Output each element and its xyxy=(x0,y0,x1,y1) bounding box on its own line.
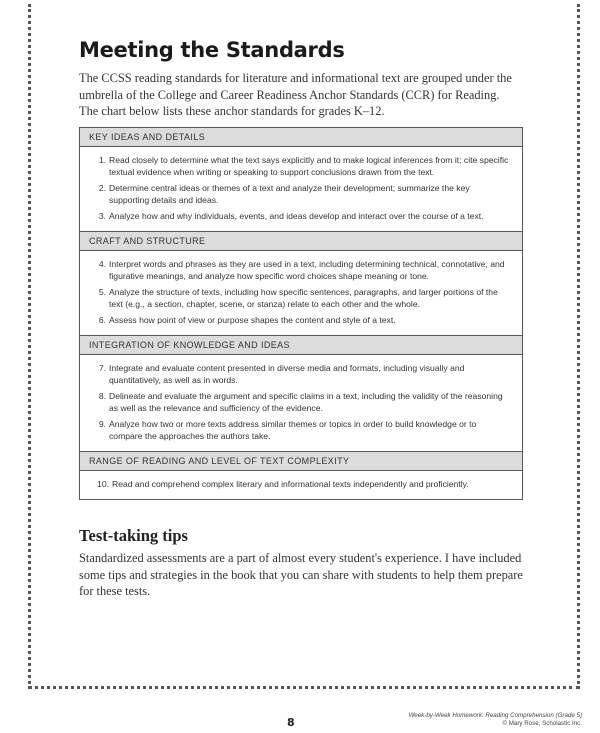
footer-copyright: © Mary Rose, Scholastic Inc. xyxy=(502,720,582,727)
standard-text: Interpret words and phrases as they are used in a text, including determining technical, connotative, and figurative meanings, and analyze how specific word choices shape meaning or tone. xyxy=(109,259,505,281)
standard-item xyxy=(92,362,510,386)
standard-text: Delineate and evaluate the argument and specific claims in a text, including the validity of the reasoning as well as the relevance and sufficiency of the evidence. xyxy=(109,391,503,413)
standard-number: 4. xyxy=(98,259,106,269)
footer-credits xyxy=(409,712,582,728)
standard-item xyxy=(92,154,510,178)
standard-item xyxy=(92,286,510,310)
standard-item xyxy=(92,390,510,414)
standard-number: 10. xyxy=(97,479,109,489)
standard-item xyxy=(92,478,510,490)
standard-number: 2. xyxy=(98,183,106,193)
standard-text: Analyze how and why individuals, events, and ideas develop and interact over the course of a text. xyxy=(109,211,484,221)
standard-item xyxy=(92,210,510,222)
standard-number: 8. xyxy=(98,391,106,401)
section-body-range-of-reading xyxy=(80,471,522,499)
standard-item xyxy=(92,258,510,282)
tips-paragraph: Standardized assessments are a part of almost every student's experience. I have included some tips and strategies in the book that you can share with students to help them prepare for these tests. xyxy=(79,551,523,598)
section-body-key-ideas xyxy=(80,147,522,232)
page-number: 8 xyxy=(287,716,295,729)
standard-text: Read closely to determine what the text says explicitly and to make logical inferences from it; cite specific textual evidence when writing or speaking to support conclusions drawn from the text. xyxy=(109,155,509,177)
section-header-integration: INTEGRATION OF KNOWLEDGE AND IDEAS xyxy=(80,336,522,355)
standard-item xyxy=(92,182,510,206)
standard-item xyxy=(92,418,510,442)
page-title: Meeting the Standards xyxy=(79,38,345,62)
standard-number: 9. xyxy=(98,419,106,429)
standard-number: 3. xyxy=(98,211,106,221)
section-body-craft-structure xyxy=(80,251,522,336)
footer-series-title: Week-by-Week Homework: Reading Comprehension (Grade 5) xyxy=(408,712,582,719)
standard-text: Analyze the structure of texts, including how specific sentences, paragraphs, and larger portions of the text (e.g., a section, chapter, scene, or stanza) relate to each other and the whole. xyxy=(109,287,498,309)
standard-number: 5. xyxy=(98,287,106,297)
standard-number: 6. xyxy=(98,315,106,325)
standard-text: Assess how point of view or purpose shapes the content and style of a text. xyxy=(109,315,396,325)
section-header-range-of-reading: RANGE OF READING AND LEVEL OF TEXT COMPLEXITY xyxy=(80,452,522,471)
standard-text: Determine central ideas or themes of a text and analyze their development; summarize the key supporting details and ideas. xyxy=(109,183,470,205)
section-subtitle: Test-taking tips xyxy=(79,526,188,545)
standard-item xyxy=(92,314,510,326)
section-header-key-ideas: KEY IDEAS AND DETAILS xyxy=(80,128,522,147)
standard-text: Read and comprehend complex literary and informational texts independently and proficiently. xyxy=(112,479,469,489)
standard-text: Analyze how two or more texts address similar themes or topics in order to build knowledge or to compare the approaches the authors take. xyxy=(109,419,477,441)
standard-text: Integrate and evaluate content presented in diverse media and formats, including visually and quantitatively, as well as in words. xyxy=(109,363,465,385)
section-body-integration xyxy=(80,355,522,452)
intro-paragraph: The CCSS reading standards for literature and informational text are grouped under the umbrella of the College and Career Readiness Anchor Standards (CCR) for Reading. The chart below lists these anchor standards for grades K–12. xyxy=(79,71,512,118)
standard-number: 1. xyxy=(98,155,106,165)
standards-table xyxy=(79,127,523,500)
section-header-craft-structure: CRAFT AND STRUCTURE xyxy=(80,232,522,251)
standard-number: 7. xyxy=(98,363,106,373)
